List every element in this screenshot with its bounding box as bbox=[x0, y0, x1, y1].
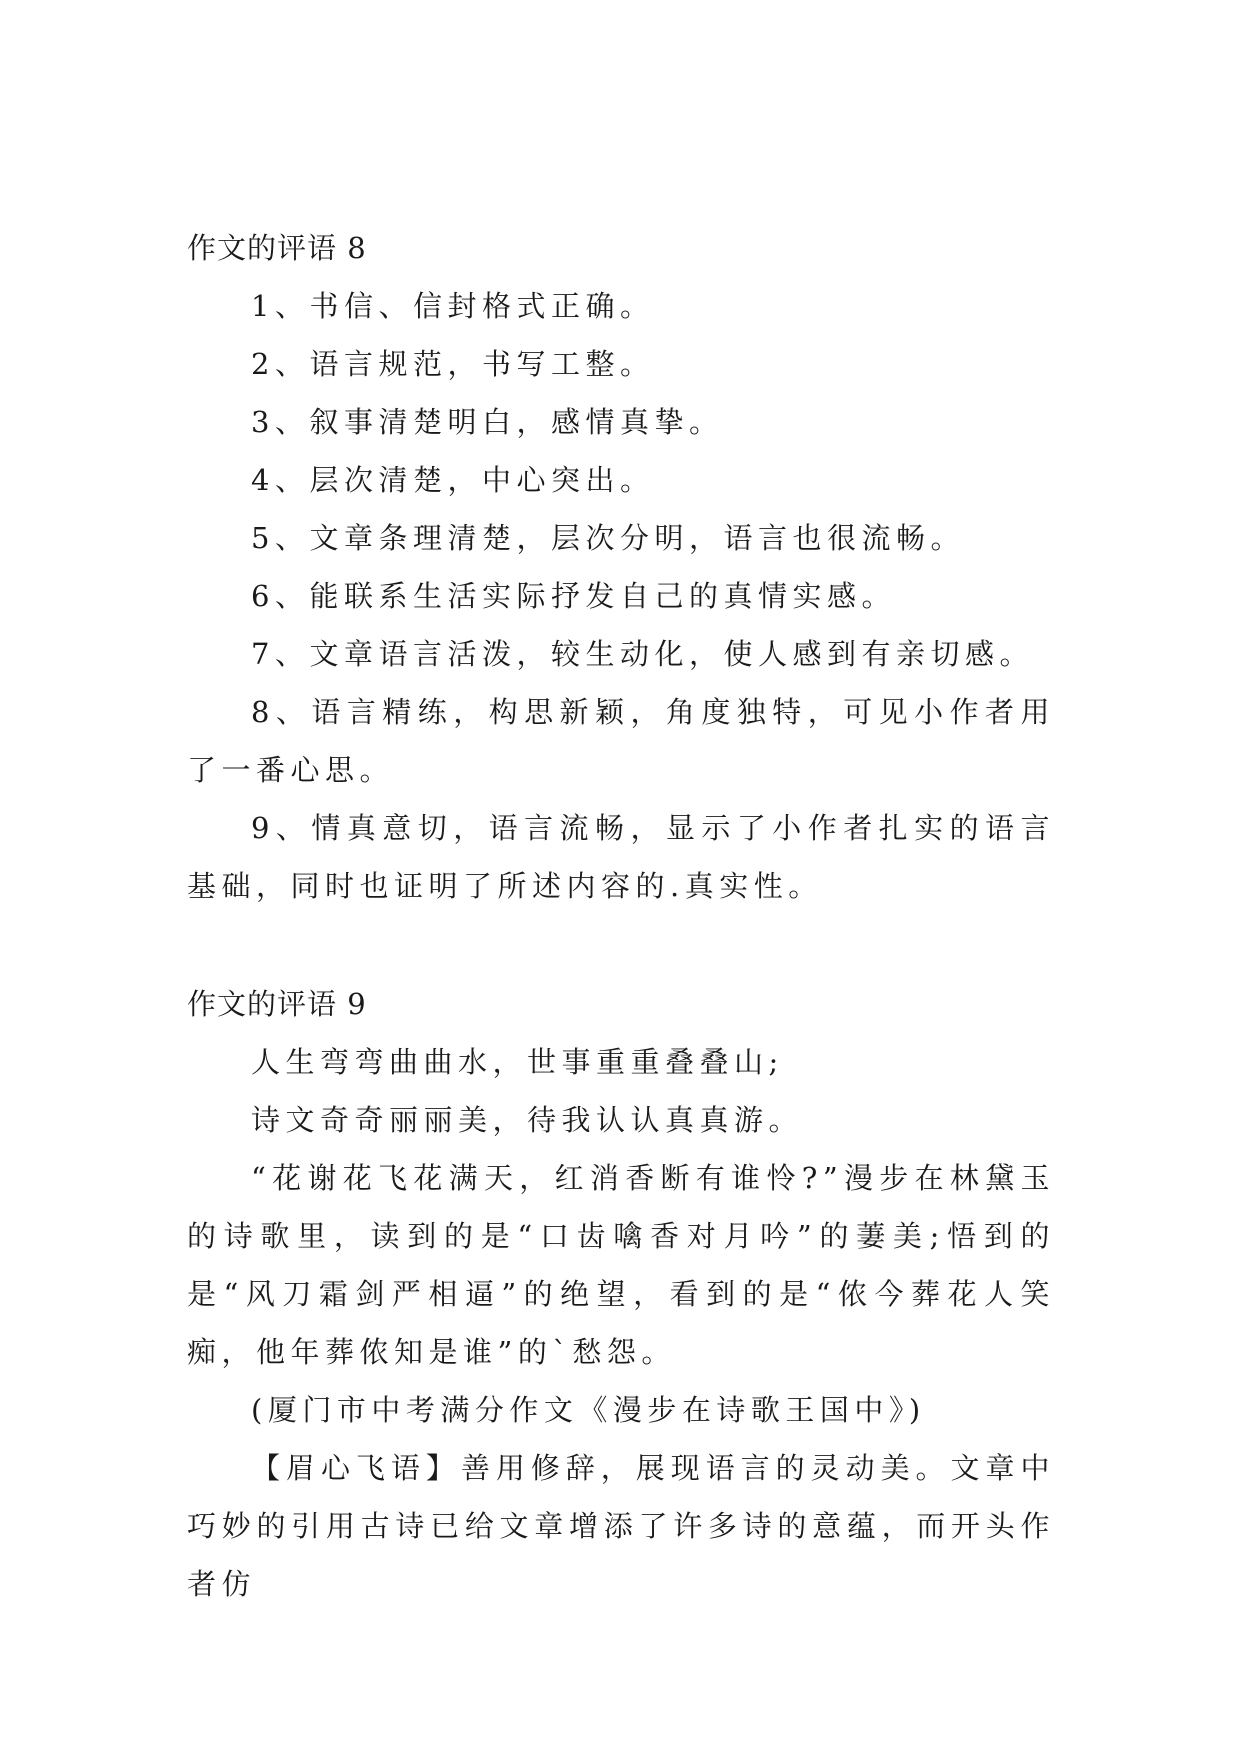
section-title-9: 作文的评语 9 bbox=[187, 987, 367, 1021]
commentary-paragraph: 【眉心飞语】善用修辞，展现语言的灵动美。文章中巧妙的引用古诗已给文章增添了许多诗的意蕴，而开头作者仿 bbox=[187, 1451, 1055, 1601]
comment-item: 6、能联系生活实际抒发自己的真情实感。 bbox=[251, 579, 896, 613]
comment-item: 4、层次清楚，中心突出。 bbox=[251, 463, 655, 497]
comment-item: 1、书信、信封格式正确。 bbox=[251, 289, 655, 323]
poem-line: 诗文奇奇丽丽美，待我认认真真游。 bbox=[251, 1103, 804, 1137]
section-title-8: 作文的评语 8 bbox=[187, 231, 367, 265]
comment-item: 2、语言规范，书写工整。 bbox=[251, 347, 655, 381]
comment-item: 9、情真意切，语言流畅，显示了小作者扎实的语言基础，同时也证明了所述内容的.真实性。 bbox=[187, 811, 1055, 903]
section-spacer bbox=[187, 915, 1055, 975]
comment-item: 7、文章语言活泼，较生动化，使人感到有亲切感。 bbox=[251, 637, 1034, 671]
comment-item: 8、语言精练，构思新颖，角度独特，可见小作者用了一番心思。 bbox=[187, 695, 1055, 787]
essay-excerpt: “花谢花飞花满天，红消香断有谁怜?”漫步在林黛玉的诗歌里，读到的是“口齿噙香对月吟”的萋美;悟到的是“风刀霜剑严相逼”的绝望，看到的是“侬今葬花人笑痴，他年葬侬知是谁”的`愁怨。 bbox=[187, 1161, 1055, 1369]
poem-line: 人生弯弯曲曲水，世事重重叠叠山; bbox=[251, 1045, 784, 1079]
comment-item: 3、叙事清楚明白，感情真挚。 bbox=[251, 405, 724, 439]
essay-source: (厦门市中考满分作文《漫步在诗歌王国中》) bbox=[251, 1393, 926, 1427]
document-body bbox=[187, 219, 1055, 1613]
comment-item: 5、文章条理清楚，层次分明，语言也很流畅。 bbox=[251, 521, 965, 555]
